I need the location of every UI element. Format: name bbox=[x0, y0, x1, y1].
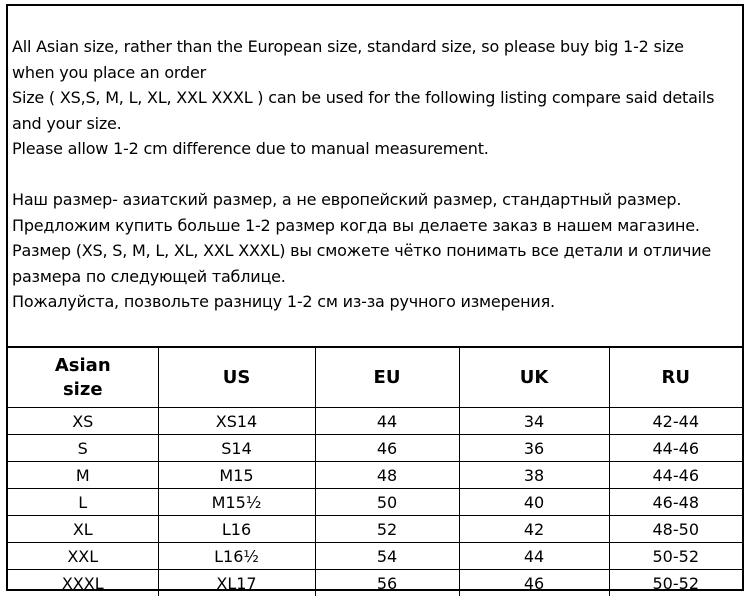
note-ru-line-1: Наш размер- азиатский размер, а не европейский размер, стандартный размер. bbox=[12, 187, 740, 213]
cell-us: L16 bbox=[158, 516, 315, 543]
cell-ru: 50-52 bbox=[609, 570, 742, 596]
header-asian-line-2: size bbox=[63, 379, 103, 400]
note-en-line-4: and your size. bbox=[12, 111, 740, 137]
size-table bbox=[8, 346, 742, 596]
cell-us: L16½ bbox=[158, 543, 315, 570]
cell-asian: S bbox=[8, 435, 158, 462]
cell-ru: 50-52 bbox=[609, 543, 742, 570]
cell-asian: L bbox=[8, 489, 158, 516]
note-ru-line-5: Пожалуйста, позвольте разницу 1-2 см из-за ручного измерения. bbox=[12, 289, 740, 315]
note-en-line-5: Please allow 1-2 cm difference due to manual measurement. bbox=[12, 136, 740, 162]
cell-eu: 54 bbox=[315, 543, 459, 570]
cell-ru: 44-46 bbox=[609, 435, 742, 462]
header-asian-line-1: Asian bbox=[55, 355, 111, 376]
cell-eu: 56 bbox=[315, 570, 459, 596]
cell-eu: 48 bbox=[315, 462, 459, 489]
cell-ru: 42-44 bbox=[609, 408, 742, 435]
note-en-line-1: All Asian size, rather than the European size, standard size, so please buy big 1-2 size bbox=[12, 34, 740, 60]
cell-us: XL17 bbox=[158, 570, 315, 596]
cell-asian: XS bbox=[8, 408, 158, 435]
cell-uk: 40 bbox=[459, 489, 609, 516]
note-en-line-2: when you place an order bbox=[12, 60, 740, 86]
table-row bbox=[8, 516, 742, 543]
table-row bbox=[8, 435, 742, 462]
note-spacer bbox=[12, 162, 740, 188]
cell-uk: 34 bbox=[459, 408, 609, 435]
cell-ru: 46-48 bbox=[609, 489, 742, 516]
cell-uk: 38 bbox=[459, 462, 609, 489]
cell-us: S14 bbox=[158, 435, 315, 462]
header-ru: RU bbox=[609, 347, 742, 408]
cell-ru: 44-46 bbox=[609, 462, 742, 489]
cell-us: M15½ bbox=[158, 489, 315, 516]
cell-uk: 46 bbox=[459, 570, 609, 596]
cell-us: XS14 bbox=[158, 408, 315, 435]
note-ru-line-2: Предложим купить больше 1-2 размер когда вы делаете заказ в нашем магазине. bbox=[12, 213, 740, 239]
table-row bbox=[8, 543, 742, 570]
note-ru-line-4: размера по следующей таблице. bbox=[12, 264, 740, 290]
header-us: US bbox=[158, 347, 315, 408]
cell-asian: M bbox=[8, 462, 158, 489]
header-asian-size bbox=[8, 347, 158, 408]
cell-asian: XL bbox=[8, 516, 158, 543]
cell-asian: XXL bbox=[8, 543, 158, 570]
cell-eu: 52 bbox=[315, 516, 459, 543]
cell-eu: 46 bbox=[315, 435, 459, 462]
note-en-line-3: Size ( XS,S, M, L, XL, XXL XXXL ) can be used for the following listing compare said details bbox=[12, 85, 740, 111]
cell-uk: 36 bbox=[459, 435, 609, 462]
table-row bbox=[8, 489, 742, 516]
size-notes bbox=[12, 34, 740, 315]
cell-asian: XXXL bbox=[8, 570, 158, 596]
table-row bbox=[8, 408, 742, 435]
header-eu: EU bbox=[315, 347, 459, 408]
table-row bbox=[8, 462, 742, 489]
header-uk: UK bbox=[459, 347, 609, 408]
cell-ru: 48-50 bbox=[609, 516, 742, 543]
cell-eu: 44 bbox=[315, 408, 459, 435]
cell-uk: 44 bbox=[459, 543, 609, 570]
cell-uk: 42 bbox=[459, 516, 609, 543]
note-ru-line-3: Размер (XS, S, M, L, XL, XXL XXXL) вы сможете чётко понимать все детали и отличие bbox=[12, 238, 740, 264]
size-chart bbox=[6, 4, 744, 591]
table-header-row bbox=[8, 347, 742, 408]
cell-eu: 50 bbox=[315, 489, 459, 516]
table-row bbox=[8, 570, 742, 596]
cell-us: M15 bbox=[158, 462, 315, 489]
